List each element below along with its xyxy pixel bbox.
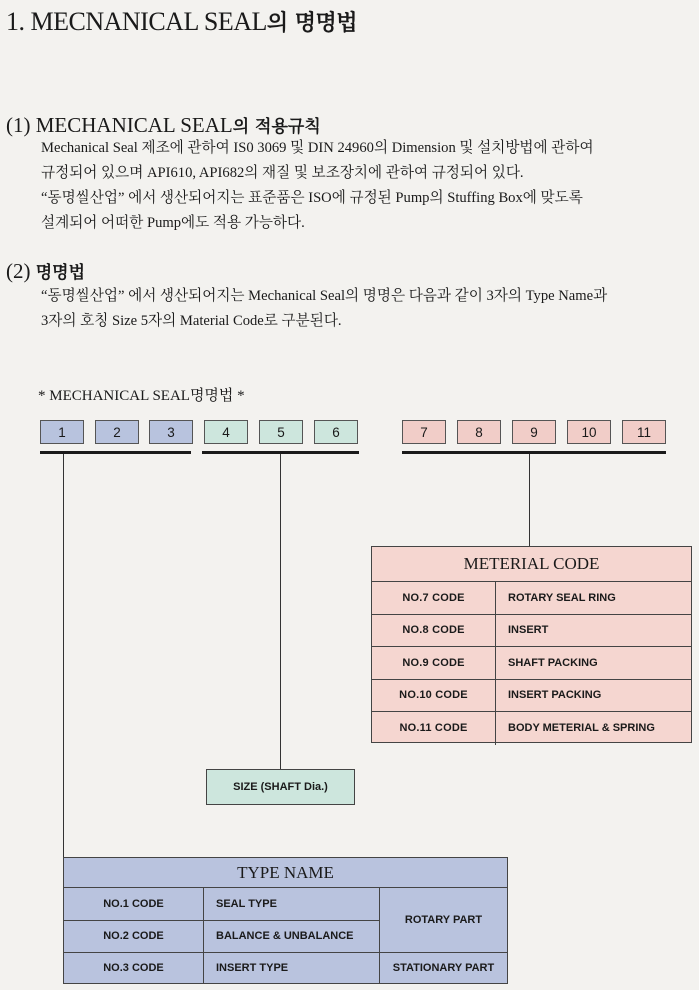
material-table-title: METERIAL CODE (372, 547, 691, 582)
section1-line: 규정되어 있으며 API610, API682의 재질 및 보조장치에 관하여 규정되어 있다. (41, 165, 524, 181)
type-table-divider (203, 887, 204, 983)
material-code-cell: NO.11 CODE (372, 712, 496, 745)
section2-line: “동명씰산업” 에서 생산되어지는 Mechanical Seal의 명명은 다음과 같이 3자의 Type Name과 (41, 288, 608, 304)
code-box-11: 11 (622, 420, 666, 444)
type-table-title: TYPE NAME (64, 858, 507, 888)
table-row (372, 647, 691, 680)
page-title-kr: 의 명명법 (266, 11, 358, 36)
material-desc-cell: BODY METERIAL & SPRING (508, 722, 655, 735)
code-box-9: 9 (512, 420, 556, 444)
code-box-7: 7 (402, 420, 446, 444)
material-group-underline (402, 451, 666, 454)
table-row (372, 615, 691, 648)
code-box-5: 5 (259, 420, 303, 444)
code-box-6: 6 (314, 420, 358, 444)
material-code-cell: NO.8 CODE (372, 615, 496, 647)
material-desc-cell: INSERT PACKING (508, 689, 602, 702)
section1-kr: 의 적용규칙 (232, 117, 321, 137)
section1-line: 설계되어 어떠한 Pump에도 적용 가능하다. (41, 215, 305, 231)
material-desc-cell: SHAFT PACKING (508, 656, 598, 669)
material-code-cell: NO.7 CODE (372, 582, 496, 614)
table-row (372, 582, 691, 615)
size-connector-line (280, 454, 281, 769)
code-box-8: 8 (457, 420, 501, 444)
section1-title (6, 112, 321, 138)
section1-line: Mechanical Seal 제조에 관하여 IS0 3069 및 DIN 24960의 Dimension 및 설치방법에 관하여 (41, 140, 594, 156)
section2-kr: 명명법 (35, 263, 86, 283)
section2-title (6, 258, 85, 284)
diagram-title: * MECHANICAL SEAL명명법 * (38, 388, 245, 404)
code-box-3: 3 (149, 420, 193, 444)
material-connector-line (529, 454, 530, 547)
type-code-cell: NO.3 CODE (103, 961, 164, 974)
material-code-cell: NO.10 CODE (372, 680, 496, 712)
page-title-en: MECNANICAL SEAL (30, 7, 267, 36)
type-desc-cell: SEAL TYPE (216, 897, 277, 910)
type-connector-line (63, 454, 64, 857)
code-box-1: 1 (40, 420, 84, 444)
material-desc-cell: ROTARY SEAL RING (508, 591, 616, 604)
material-code-cell: NO.9 CODE (372, 647, 496, 679)
section1-en: MECHANICAL SEAL (35, 113, 233, 137)
rotary-part-cell: ROTARY PART (404, 913, 483, 926)
page-title (6, 6, 357, 37)
code-box-10: 10 (567, 420, 611, 444)
section2-body (41, 284, 607, 334)
page-title-number: 1. (6, 7, 25, 36)
section2-line: 3자의 호칭 Size 5자의 Material Code로 구분된다. (41, 313, 342, 329)
section1-body (41, 136, 594, 236)
section2-number: (2) (6, 259, 31, 283)
table-row (372, 680, 691, 713)
size-label-box: SIZE (SHAFT Dia.) (206, 769, 355, 805)
type-code-cell: NO.2 CODE (103, 930, 164, 942)
code-box-2: 2 (95, 420, 139, 444)
type-desc-cell: BALANCE & UNBALANCE (216, 930, 354, 942)
section1-line: “동명씰산업” 에서 생산되어지는 표준품은 ISO에 규정된 Pump의 Stuffing Box에 맞도록 (41, 190, 583, 206)
table-row (372, 712, 691, 745)
material-code-table (371, 546, 692, 743)
type-name-table (63, 857, 508, 984)
type-desc-cell: INSERT TYPE (216, 961, 289, 974)
section1-number: (1) (6, 113, 31, 137)
material-desc-cell: INSERT (508, 624, 549, 637)
code-box-4: 4 (204, 420, 248, 444)
stationary-part-cell: STATIONARY PART (392, 961, 495, 974)
type-code-cell: NO.1 CODE (103, 897, 164, 910)
